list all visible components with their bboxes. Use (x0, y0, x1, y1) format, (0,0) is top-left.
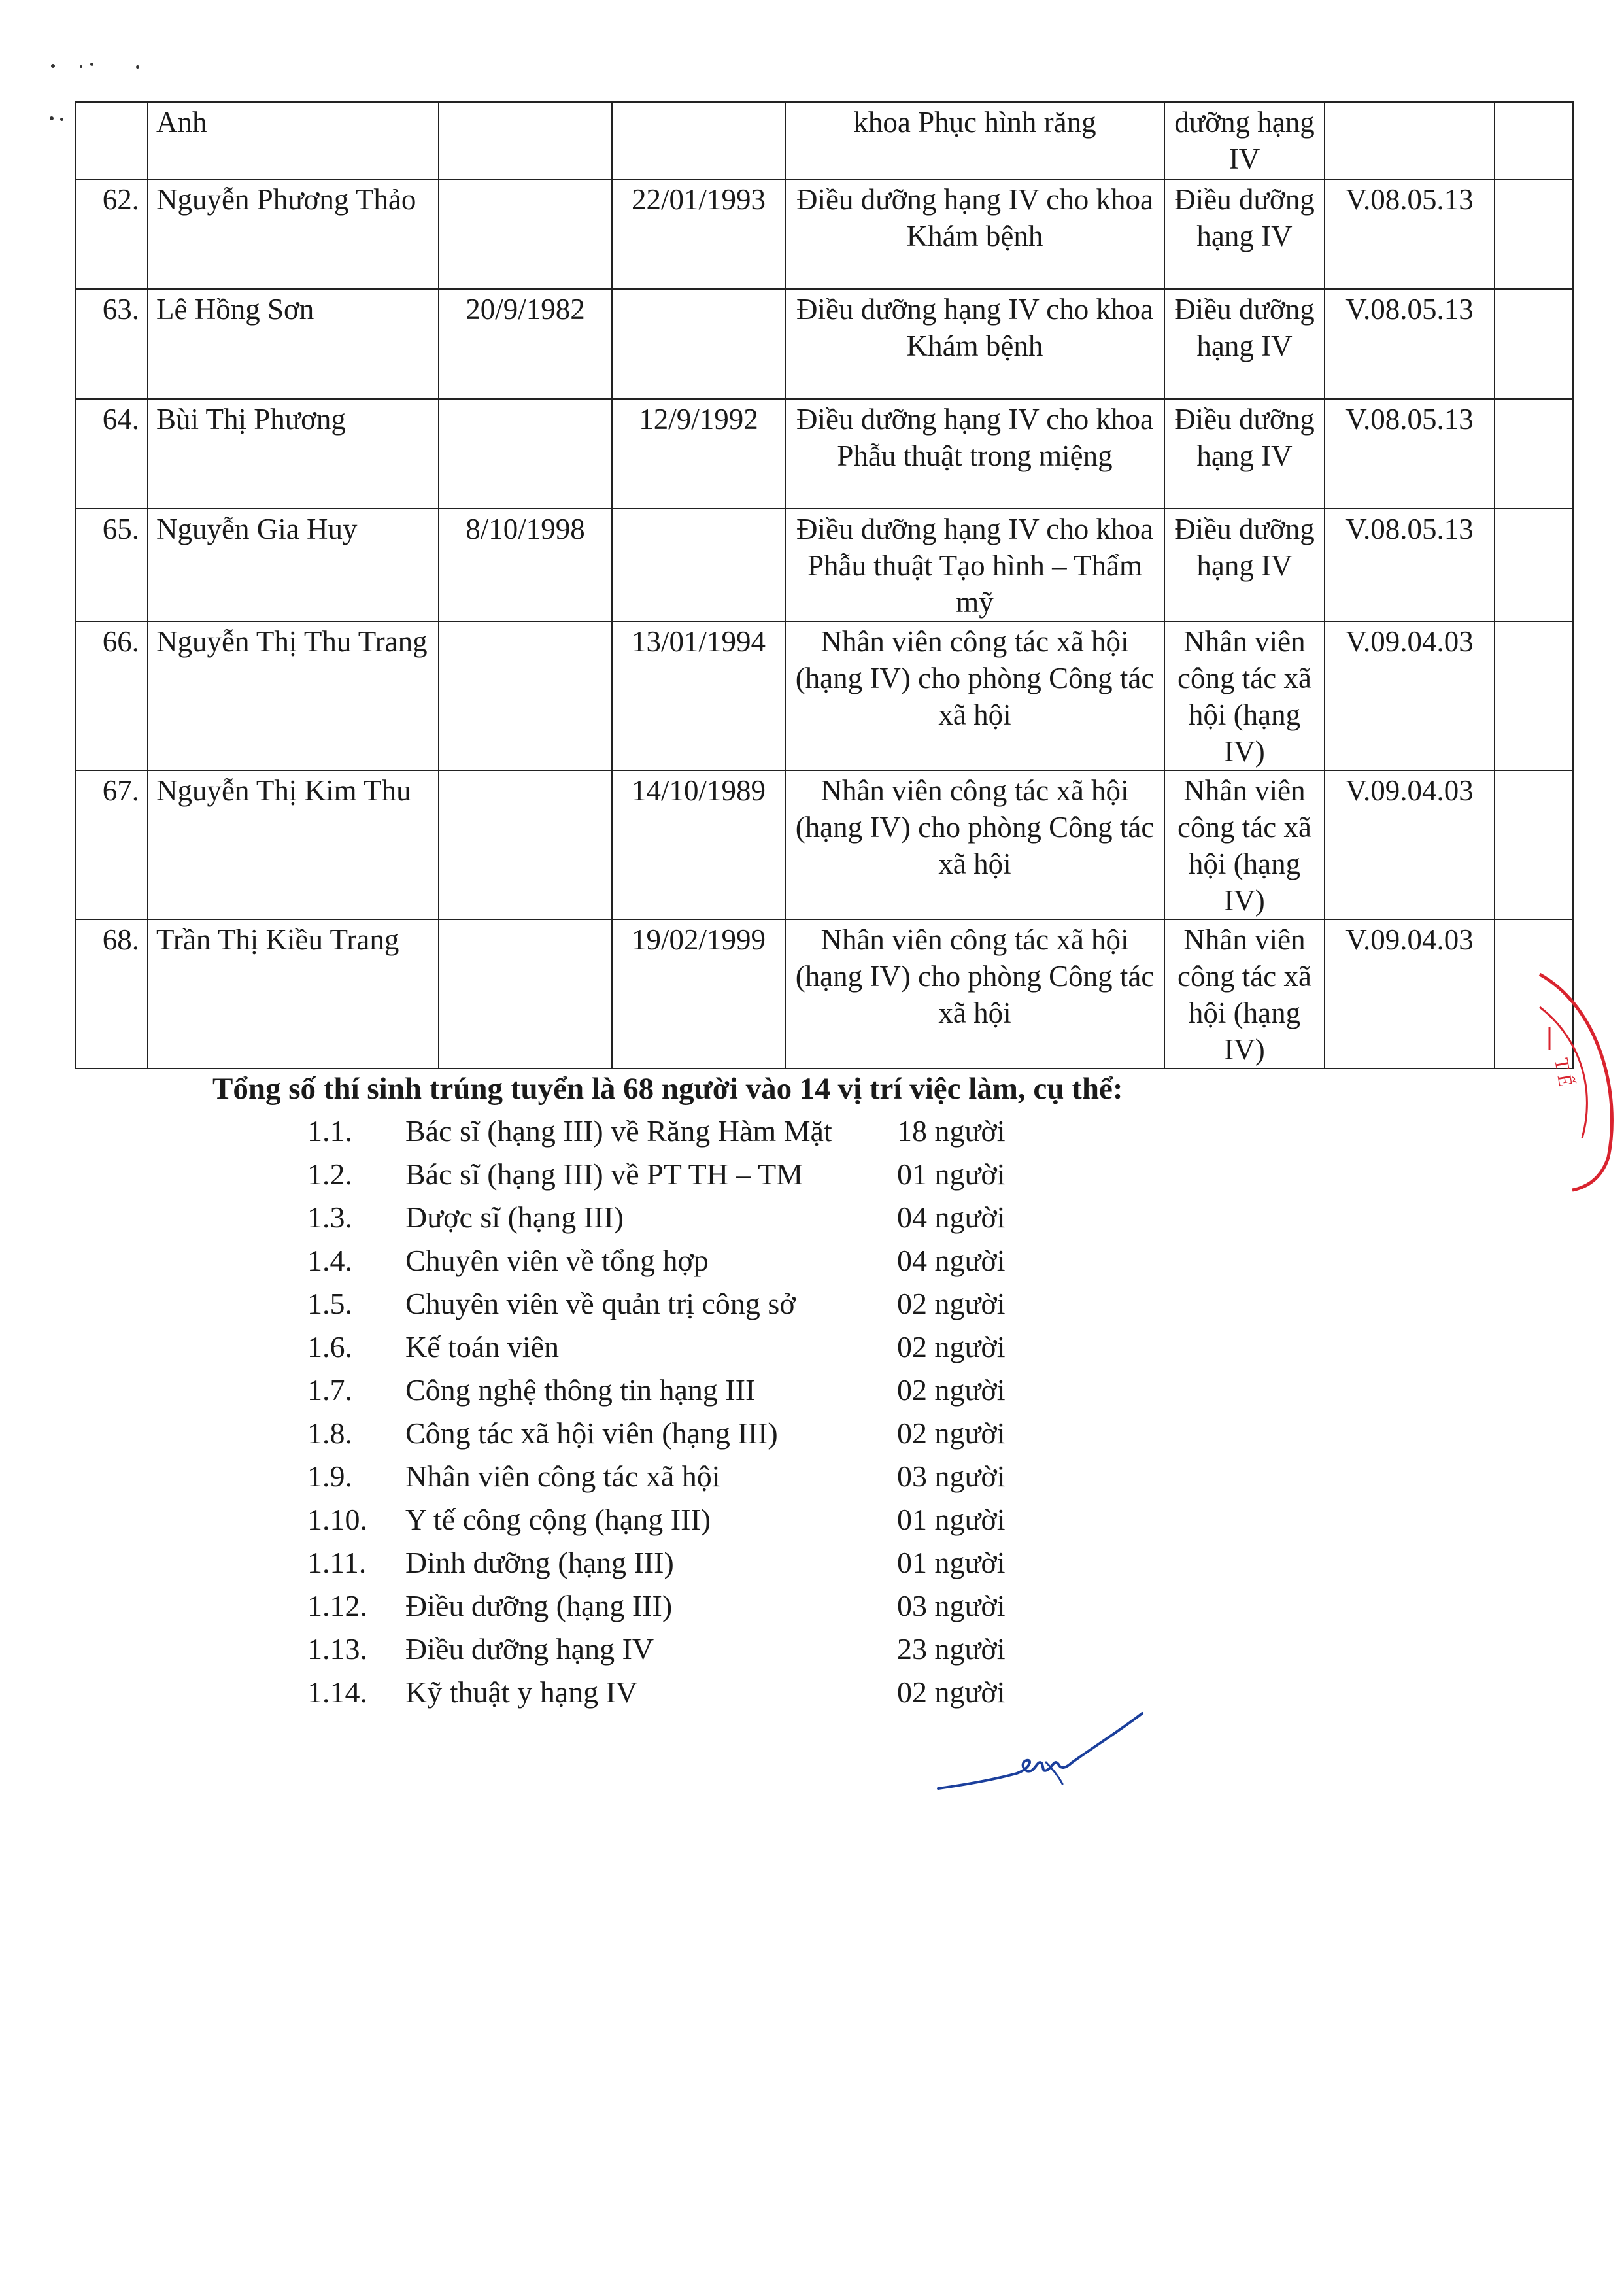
job-position: Nhân viên công tác xã hội (hạng IV) cho phòng Công tác xã hội (785, 770, 1164, 919)
dob-female (612, 509, 785, 621)
summary-item-count: 18 người (897, 1114, 1006, 1148)
dob-male (439, 919, 612, 1069)
note-cell (1495, 621, 1573, 770)
note-cell (1495, 770, 1573, 919)
summary-item-count: 02 người (897, 1373, 1006, 1407)
summary-item-number: 1.2. (307, 1157, 352, 1191)
table-row (76, 621, 1573, 770)
rank-code: V.08.05.13 (1325, 289, 1495, 399)
dob-male (439, 399, 612, 509)
job-rank: Điều dưỡng hạng IV (1164, 509, 1325, 621)
red-seal-stamp (1523, 961, 1624, 1197)
summary-item-label: Dinh dưỡng (hạng III) (405, 1546, 674, 1579)
summary-item-count: 02 người (897, 1675, 1006, 1709)
handwritten-signature (932, 1700, 1147, 1805)
summary-item-count: 03 người (897, 1460, 1006, 1493)
table-row (76, 509, 1573, 621)
job-position: Điều dưỡng hạng IV cho khoa Phẫu thuật Tạo hình – Thẩm mỹ (785, 509, 1164, 621)
summary-item-number: 1.9. (307, 1460, 352, 1493)
summary-item-label: Y tế công cộng (hạng III) (405, 1503, 711, 1536)
summary-item-number: 1.10. (307, 1503, 367, 1536)
job-rank: Điều dưỡng hạng IV (1164, 179, 1325, 289)
candidate-name: Lê Hồng Sơn (148, 289, 439, 399)
rank-code: V.09.04.03 (1325, 770, 1495, 919)
summary-item-number: 1.7. (307, 1373, 352, 1407)
row-number: 63. (76, 289, 148, 399)
dob-male: 20/9/1982 (439, 289, 612, 399)
dob-female: 12/9/1992 (612, 399, 785, 509)
candidate-name: Nguyễn Gia Huy (148, 509, 439, 621)
note-cell (1495, 179, 1573, 289)
scan-speck (51, 64, 55, 68)
scan-speck (60, 118, 63, 121)
table-row (76, 102, 1573, 179)
job-rank: dưỡng hạng IV (1164, 102, 1325, 179)
summary-item-number: 1.8. (307, 1416, 352, 1450)
job-position: Điều dưỡng hạng IV cho khoa Phẫu thuật trong miệng (785, 399, 1164, 509)
rank-code: V.08.05.13 (1325, 179, 1495, 289)
dob-male: 8/10/1998 (439, 509, 612, 621)
summary-item-count: 01 người (897, 1503, 1006, 1536)
note-cell (1495, 399, 1573, 509)
seal-text: T Ế (1550, 1056, 1577, 1089)
scan-speck (50, 116, 54, 120)
job-rank: Nhân viên công tác xã hội (hạng IV) (1164, 919, 1325, 1069)
summary-item-count: 03 người (897, 1589, 1006, 1622)
table-row (76, 399, 1573, 509)
rank-code: V.08.05.13 (1325, 399, 1495, 509)
dob-female: 22/01/1993 (612, 179, 785, 289)
dob-female: 19/02/1999 (612, 919, 785, 1069)
job-position: Điều dưỡng hạng IV cho khoa Khám bệnh (785, 179, 1164, 289)
rank-code: V.08.05.13 (1325, 509, 1495, 621)
summary-item-number: 1.13. (307, 1632, 367, 1666)
scan-speck (80, 65, 82, 68)
job-position: khoa Phục hình răng (785, 102, 1164, 179)
summary-item-count: 02 người (897, 1330, 1006, 1363)
summary-item-count: 23 người (897, 1632, 1006, 1666)
rank-code: V.09.04.03 (1325, 919, 1495, 1069)
summary-item-label: Dược sĩ (hạng III) (405, 1201, 624, 1234)
dob-female (612, 102, 785, 179)
candidate-name: Trần Thị Kiều Trang (148, 919, 439, 1069)
job-position: Nhân viên công tác xã hội (hạng IV) cho phòng Công tác xã hội (785, 919, 1164, 1069)
summary-item-number: 1.11. (307, 1546, 367, 1579)
row-number: 62. (76, 179, 148, 289)
summary-item-label: Công tác xã hội viên (hạng III) (405, 1416, 778, 1450)
summary-item-number: 1.5. (307, 1287, 352, 1320)
rank-code: V.09.04.03 (1325, 621, 1495, 770)
summary-item-label: Công nghệ thông tin hạng III (405, 1373, 756, 1407)
candidate-name: Nguyễn Thị Thu Trang (148, 621, 439, 770)
row-number: 65. (76, 509, 148, 621)
signature-stroke (938, 1713, 1142, 1788)
summary-item-number: 1.12. (307, 1589, 367, 1622)
dob-male (439, 179, 612, 289)
candidate-name: Nguyễn Thị Kim Thu (148, 770, 439, 919)
row-number: 66. (76, 621, 148, 770)
dob-male (439, 770, 612, 919)
summary-item-number: 1.4. (307, 1244, 352, 1277)
summary-item-number: 1.14. (307, 1675, 367, 1709)
dob-male (439, 102, 612, 179)
summary-item-label: Bác sĩ (hạng III) về Răng Hàm Mặt (405, 1114, 832, 1148)
summary-item-count: 01 người (897, 1546, 1006, 1579)
summary-title: Tổng số thí sinh trúng tuyển là 68 người vào 14 vị trí việc làm, cụ thể: (212, 1072, 1123, 1106)
summary-item-label: Kế toán viên (405, 1330, 560, 1363)
candidate-name: Anh (148, 102, 439, 179)
summary-item-label: Điều dưỡng (hạng III) (405, 1589, 673, 1622)
job-rank: Điều dưỡng hạng IV (1164, 289, 1325, 399)
summary-item-label: Nhân viên công tác xã hội (405, 1460, 720, 1493)
dob-male (439, 621, 612, 770)
summary-item-count: 01 người (897, 1157, 1006, 1191)
job-rank: Nhân viên công tác xã hội (hạng IV) (1164, 770, 1325, 919)
candidate-name: Nguyễn Phương Thảo (148, 179, 439, 289)
summary-item-number: 1.3. (307, 1201, 352, 1234)
job-rank: Điều dưỡng hạng IV (1164, 399, 1325, 509)
row-number: 64. (76, 399, 148, 509)
dob-female: 13/01/1994 (612, 621, 785, 770)
job-position: Nhân viên công tác xã hội (hạng IV) cho phòng Công tác xã hội (785, 621, 1164, 770)
summary-item-label: Kỹ thuật y hạng IV (405, 1675, 638, 1709)
table-row (76, 919, 1573, 1069)
candidate-name: Bùi Thị Phương (148, 399, 439, 509)
summary-item-label: Bác sĩ (hạng III) về PT TH – TM (405, 1157, 804, 1191)
summary-item-count: 02 người (897, 1416, 1006, 1450)
note-cell (1495, 289, 1573, 399)
dob-female: 14/10/1989 (612, 770, 785, 919)
note-cell (1495, 509, 1573, 621)
dob-female (612, 289, 785, 399)
scan-speck (136, 65, 139, 69)
job-rank: Nhân viên công tác xã hội (hạng IV) (1164, 621, 1325, 770)
row-number (76, 102, 148, 179)
summary-item-count: 02 người (897, 1287, 1006, 1320)
summary-item-label: Chuyên viên về tổng hợp (405, 1244, 709, 1277)
table-row (76, 770, 1573, 919)
rank-code (1325, 102, 1495, 179)
scan-speck (90, 63, 93, 66)
table-row (76, 179, 1573, 289)
summary-item-label: Điều dưỡng hạng IV (405, 1632, 654, 1666)
table-row (76, 289, 1573, 399)
row-number: 67. (76, 770, 148, 919)
summary-item-number: 1.6. (307, 1330, 352, 1363)
results-table-body (76, 102, 1573, 1069)
row-number: 68. (76, 919, 148, 1069)
summary-item-count: 04 người (897, 1244, 1006, 1277)
note-cell (1495, 102, 1573, 179)
summary-item-count: 04 người (897, 1201, 1006, 1234)
results-table (75, 101, 1574, 1069)
job-position: Điều dưỡng hạng IV cho khoa Khám bệnh (785, 289, 1164, 399)
summary-item-number: 1.1. (307, 1114, 352, 1148)
summary-item-label: Chuyên viên về quản trị công sở (405, 1287, 796, 1320)
